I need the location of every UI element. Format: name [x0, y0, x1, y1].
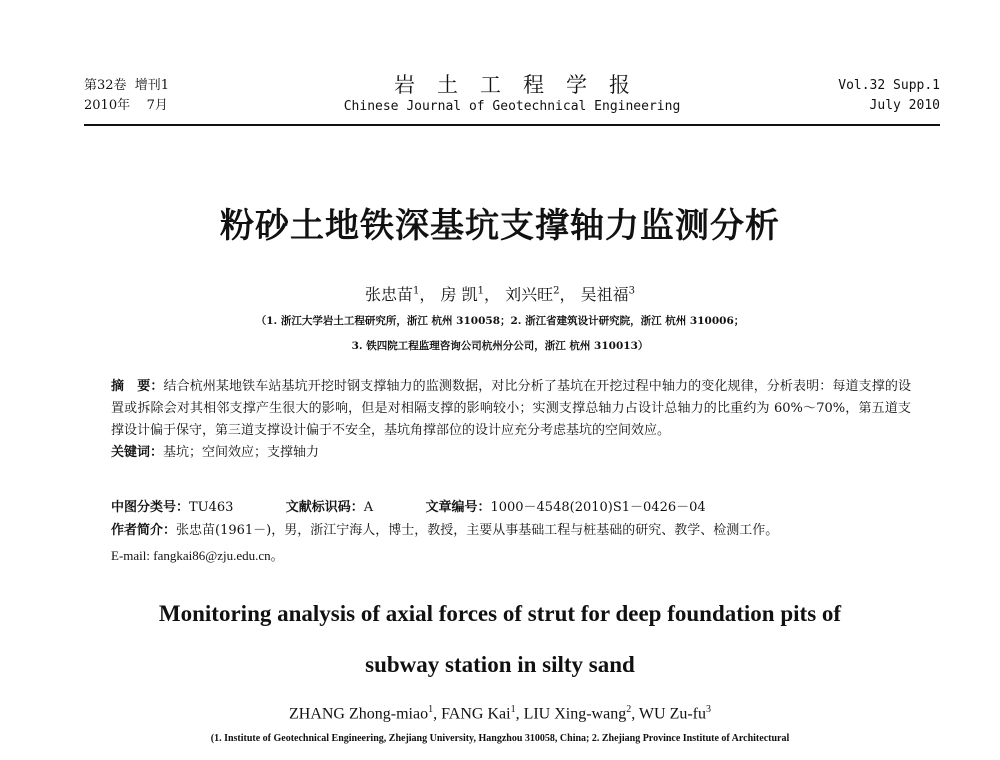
date-cn: 2010年 7月 — [84, 98, 168, 113]
author-name: 吴祖福 — [580, 285, 629, 304]
volume-en: Vol.32 Supp.1 — [838, 78, 940, 93]
affiliation-cn-line1: （1. 浙江大学岩土工程研究所，浙江 杭州 310058；2. 浙江省建筑设计研究院，浙江 杭州 310006； — [255, 315, 745, 327]
abstract — [111, 376, 911, 464]
keywords — [111, 442, 911, 464]
author-name-en: ZHANG Zhong-miao — [288, 705, 429, 723]
author-bio-text: 张忠苗(1961－)，男，浙江宁海人，博士，教授，主要从事基础工程与桩基础的研究、教学、检测工作。 — [176, 523, 779, 538]
author-affil-mark: 1 — [477, 285, 484, 297]
author-name: 张忠苗 — [365, 285, 414, 304]
author-name-en: FANG Kai — [441, 705, 511, 723]
author-affil-mark: 1 — [413, 285, 420, 297]
author-affil-mark: 2 — [553, 285, 560, 297]
keywords-text: 基坑；空间效应；支撑轴力 — [163, 445, 320, 460]
email: E-mail: fangkai86@zju.edu.cn。 — [111, 548, 284, 563]
journal-header — [84, 72, 940, 124]
author-affil-mark: 1 — [428, 704, 434, 715]
clc-value: TU463 — [189, 500, 234, 515]
paper-title-en-line2: subway station in silty sand — [365, 652, 635, 677]
author-bio-label: 作者简介： — [111, 523, 177, 538]
keywords-label: 关键词： — [111, 445, 164, 460]
abstract-paragraph — [111, 376, 911, 442]
journal-name-en: Chinese Journal of Geotechnical Engineering — [343, 99, 681, 114]
journal-name-cn: 岩土工程学报 — [394, 73, 652, 97]
clc-label: 中图分类号： — [111, 500, 190, 515]
article-number-label: 文章编号： — [425, 500, 491, 515]
author-bio — [111, 521, 778, 541]
author-affil-mark: 2 — [626, 704, 632, 715]
header-center — [84, 72, 940, 116]
author-affil-mark: 3 — [628, 285, 635, 297]
author-name-en: WU Zu-fu — [638, 705, 707, 723]
abstract-label: 摘 要： — [111, 379, 164, 394]
doc-code-label: 文献标识码： — [285, 500, 364, 515]
author-affil-mark: 1 — [510, 704, 516, 715]
author-affil-mark: 3 — [706, 704, 712, 715]
date-en: July 2010 — [869, 98, 940, 113]
header-rule — [84, 124, 940, 126]
abstract-text: 结合杭州某地铁车站基坑开挖时钢支撑轴力的监测数据，对比分析了基坑在开挖过程中轴力的变化规律，分析表明：每道支撑的设置或拆除会对其相邻支撑产生很大的影响，但是对相隔支撑的影响较小；实测支撑总轴力占设计总轴力的比重约为 60%～70%，第五道支撑设计偏于保守，第三道支撑设计偏于不安全，基坑角撑部位的设计应充分考虑基坑的空间效应。 — [111, 379, 911, 438]
volume-cn: 第32卷 增刊1 — [84, 78, 170, 93]
affiliation-cn-line2: 3. 铁四院工程监理咨询公司杭州分公司，浙江 杭州 310013） — [351, 340, 649, 352]
paper-title-cn: 粉砂土地铁深基坑支撑轴力监测分析 — [220, 206, 780, 246]
article-number-value: 1000－4548(2010)S1－0426－04 — [490, 500, 706, 515]
doc-code-value: A — [363, 500, 374, 515]
affiliation-en: (1. Institute of Geotechnical Engineering, Zhejiang University, Hangzhou 310058, China; 2. Zhejiang Province Institute of Architectural — [210, 733, 790, 744]
header-right — [838, 76, 940, 116]
author-name-en: LIU Xing-wang — [523, 705, 627, 723]
paper-title-en-line1: Monitoring analysis of axial forces of strut for deep foundation pits of — [158, 601, 842, 626]
classification-row — [111, 498, 706, 518]
authors-en: ZHANG Zhong-miao$^1$, FANG Kai$^1$, LIU Xing-wang$^2$, WU $Zu-fu^3$ — [288, 704, 712, 723]
authors-cn: 张忠苗$^1$， 房 凯$^1$， 刘兴旺$^2$， 吴祖福$^3$ — [365, 285, 635, 304]
author-name: 房 凯 — [440, 285, 478, 304]
author-name: 刘兴旺 — [505, 285, 554, 304]
